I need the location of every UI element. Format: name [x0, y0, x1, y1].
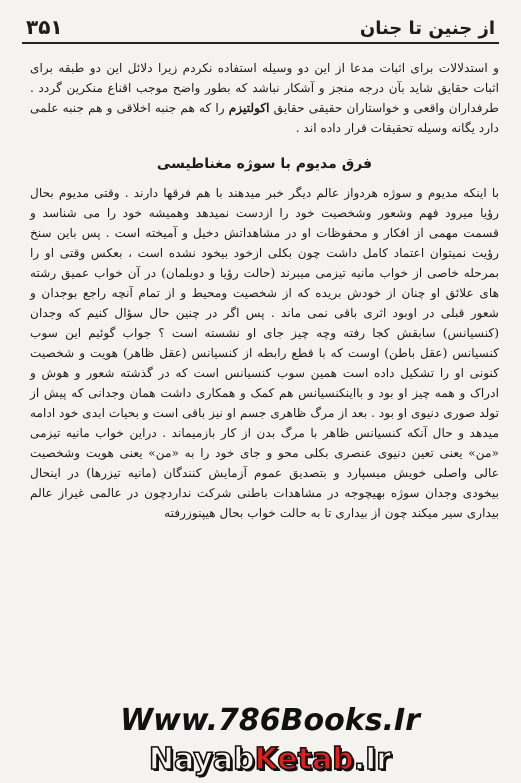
watermark-url-786books: Www.786Books.Ir — [90, 703, 450, 738]
page-number: ۳۵۱ — [26, 15, 63, 39]
running-title: از جنین تا جنان — [359, 18, 495, 39]
watermark-part-nayab: Nayab — [148, 742, 255, 777]
paragraph-1 — [30, 58, 499, 138]
page-header — [22, 8, 499, 44]
paragraph-2: با اینکه مدیوم و سوژه هردواز عالم دیگر خبر میدهند با هم فرقها دارند . وقتی مدیوم بحال رؤیا میرود فهم وشعور وشخصیت خود را ازدست نمیدهد وهمیشه خود را می شناسد و قسمت مهمی از افکار و محفوظات او در مشاهداتش دخیل و آمیخته است . پس باین سنخ رؤیت نمیتوان اعتماد کامل داشت چون بکلی ازخود بیخود نشده است ، بعکس وقتی او را بمرحله خاصی از خواب مانیه تیزمی میبرند (حالت رؤیا و دوبلمان) در آن خواب عمیق رشته های علائق او چنان از خودش بریده که از شخصیت ومحیط و از تمام آنچه راجع بوجدان و شعور قبلی در اوبود اثری باقی نمی ماند . پس اگر در چنین حال سؤال کنیم که وجدان (کنسیانس) سابقش کجا رفته وچه چیز جای او نشسته است ؟ جواب گوئیم این سوب کنسیانس (عقل باطن) اوست که با قطع رابطه از کنسیانس (عقل ظاهر) هویت و شخصیت کنونی او را تشکیل داده است همین سوب کنسیانس است که در گذشته شعور و هوش و ادراک و همه چیز او بود و بااینکنسیانس هم کمک و همکاری داشت همان وجدانی که پیش از تولد صوری دنیوی او بود . بعد از مرگ ظاهری جسم او نیز باقی است و بحیات ابدی خود ادامه میدهد و حال آنکه کنسیانس ظاهر با مرگ بدن از کار بازمیماند . دراین خواب مانیه تیزمی «من» یعنی تعین دنیوی عنصری بکلی محو و جای خود را به «من» یعنی هویت وشخصیت عالی واصلی خویش میسپارد و بتصدیق عموم آزمایش کنندگان (مانیه تیزرها) در اینحال بیخودی وجدان سوژه بهیچوجه در مشاهدات باطنی شرکت نداردچون در عالمی غیراز عالم بیداری سیر میکند چون از بیداری تا به حالت خواب بحال هیپنوزرفته — [30, 186, 499, 520]
watermark-part-ketab: Ketab — [254, 742, 354, 777]
section-heading: فرق مدیوم با سوژه مغناطیسی — [156, 156, 373, 172]
watermark-logo-nayabketab — [90, 742, 450, 777]
page-body — [30, 58, 499, 523]
paragraph-1-text-a: و استدلالات برای اثبات مدعا از این دو وسیله استفاده نکردم زیرا دلائل این دو طبقه برای اثبات حقایق شاید بآن درجه منجز و آشکار نباشد که بطور واضح موجب اقناع منکرین گردد . طرفداران واقعی و خواستاران حقیقی حقایق — [30, 61, 499, 115]
bold-term-occultism: اکولتیزم — [228, 101, 270, 115]
watermark-part-ir: .Ir — [353, 742, 392, 777]
paragraph-1-text-b: را که هم جنبه اخلاقی و هم جنبه علمی دارد یگانه وسیله تحقیقات قرار داده اند . — [30, 101, 499, 135]
